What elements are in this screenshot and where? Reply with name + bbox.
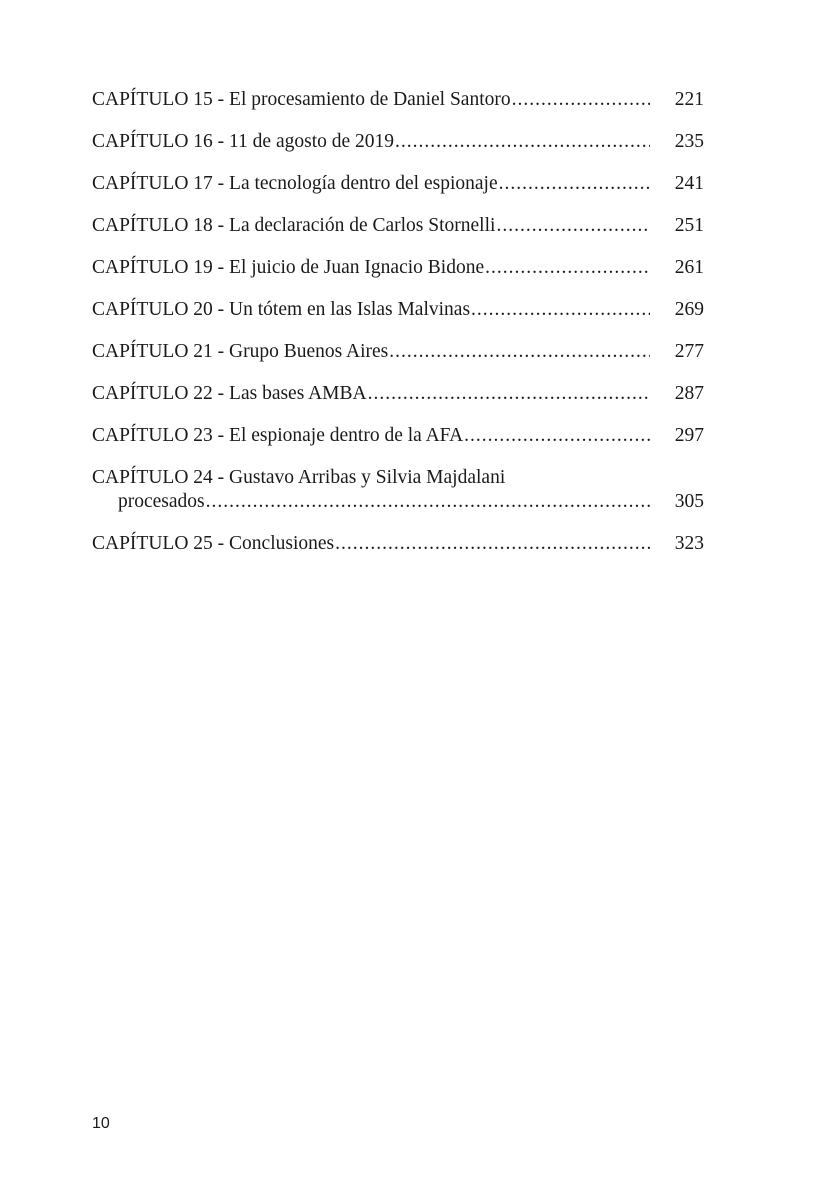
dot-leader (368, 382, 650, 406)
toc-entry (92, 172, 704, 196)
dot-leader (464, 424, 650, 448)
toc-entry-multiline (92, 466, 704, 514)
toc-entry (92, 382, 704, 406)
toc-entry (92, 88, 704, 112)
toc-entry-page: 287 (674, 383, 704, 404)
toc-entry-label: CAPÍTULO 20 - Un tótem en las Islas Malvinas (92, 299, 471, 320)
dot-leader (512, 88, 650, 112)
toc-entry-label: CAPÍTULO 21 - Grupo Buenos Aires (92, 341, 389, 362)
toc-entry-label: CAPÍTULO 16 - 11 de agosto de 2019 (92, 131, 395, 152)
toc-entry (92, 256, 704, 280)
toc-entry-page: 305 (674, 491, 704, 512)
dot-leader (206, 490, 650, 514)
toc-entry-page: 251 (674, 215, 704, 236)
toc-entry-page: 269 (674, 299, 704, 320)
toc-entry-label: CAPÍTULO 22 - Las bases AMBA (92, 383, 367, 404)
toc-entry-page: 235 (674, 131, 704, 152)
toc-entry-page: 261 (674, 257, 704, 278)
table-of-contents (92, 88, 704, 574)
toc-entry-page: 277 (674, 341, 704, 362)
toc-entry-label: CAPÍTULO 18 - La declaración de Carlos Stornelli (92, 215, 496, 236)
toc-entry (92, 340, 704, 364)
toc-entry-page: 297 (674, 425, 704, 446)
toc-entry-label: CAPÍTULO 19 - El juicio de Juan Ignacio Bidone (92, 257, 485, 278)
toc-entry-label-line2: procesados (118, 491, 205, 512)
toc-entry-label: CAPÍTULO 15 - El procesamiento de Daniel Santoro (92, 89, 511, 110)
toc-entry (92, 298, 704, 322)
dot-leader (395, 130, 650, 154)
toc-entry-label: CAPÍTULO 17 - La tecnología dentro del espionaje (92, 173, 498, 194)
toc-entry-page: 323 (674, 533, 704, 554)
dot-leader (499, 172, 650, 196)
toc-entry (92, 214, 704, 238)
toc-entry (92, 130, 704, 154)
toc-entry (92, 532, 704, 556)
toc-entry-label: CAPÍTULO 25 - Conclusiones (92, 533, 335, 554)
dot-leader (485, 256, 650, 280)
dot-leader (335, 532, 650, 556)
page-number: 10 (92, 1115, 110, 1132)
dot-leader (496, 214, 650, 238)
toc-entry (92, 424, 704, 448)
toc-entry-page: 241 (674, 173, 704, 194)
toc-entry-continuation (92, 490, 704, 514)
toc-entry-label: CAPÍTULO 23 - El espionaje dentro de la AFA (92, 425, 464, 446)
toc-entry-page: 221 (674, 89, 704, 110)
toc-entry-label-line1: CAPÍTULO 24 - Gustavo Arribas y Silvia Majdalani (92, 467, 506, 488)
dot-leader (471, 298, 650, 322)
dot-leader (389, 340, 650, 364)
